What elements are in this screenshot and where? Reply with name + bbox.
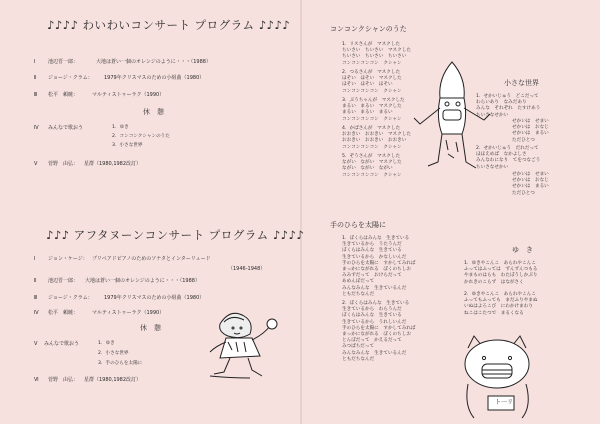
- item-number: Ⅴ: [34, 341, 38, 347]
- intermission: 休 憩: [140, 324, 161, 332]
- lyric-line: ただひとつ: [512, 137, 535, 143]
- lyric-line: ふってはふっては ずんずんつもる: [464, 267, 538, 273]
- lyric-line: ちいさなせかい: [476, 164, 509, 170]
- item-number: Ⅰ: [34, 59, 36, 65]
- lyric-line: 2．つるさんが マスクした: [342, 70, 401, 75]
- performer: 松平 頼暁：: [48, 310, 79, 316]
- lyric-line: ともだちなんだ: [342, 291, 375, 297]
- lyric-line: 1．リスさんが マスクした: [342, 42, 400, 47]
- lyric-line: 2．せかいじゅう だれだって: [476, 146, 539, 151]
- song4-verse: [464, 262, 538, 287]
- item-number: Ⅲ: [34, 92, 38, 98]
- lyric-line: 4．かばさんが マスクした: [342, 126, 401, 131]
- song-item: 1．ゆき: [98, 341, 115, 346]
- lyric-line: せかいは せまい: [512, 119, 549, 124]
- lyric-line: 生きているから かなしいんだ: [342, 254, 407, 260]
- lyric-line: コンコンコンコン クシャン: [342, 172, 402, 178]
- lyric-line: かれきのこらず はながさく: [464, 279, 524, 285]
- lyric-line: せかいは おなじ: [512, 125, 549, 131]
- lyric-line: せかいは まるい: [512, 184, 549, 190]
- piece: 大地は蒼い一個のオレンジのように・・・（1988）: [96, 59, 211, 65]
- piece: 1979年クリスマスのための小組曲（1980）: [104, 75, 205, 81]
- lyric-line: ともだちなんだ: [342, 356, 375, 362]
- piece: マルティストゥーラク（1990）: [92, 310, 165, 316]
- song2-chorus: [512, 173, 549, 198]
- item-number: Ⅳ: [34, 310, 39, 316]
- performer: 菅野 由弘：: [48, 377, 79, 383]
- lyric-line: ただひとつ: [512, 190, 535, 196]
- song-item: 3．小さな世界: [112, 143, 143, 148]
- lyric-line: みみずだって おけらだって: [342, 273, 402, 279]
- lyric-line: まっかにながれる ぼくのちしお: [342, 266, 411, 272]
- lyric-line: 3．ぶうちゃんが マスクした: [342, 98, 405, 103]
- song2-verse: [476, 95, 540, 120]
- performer: ジョン・ケージ：: [48, 256, 88, 262]
- lyric-line: 生きているから うれしいんだ: [342, 319, 407, 325]
- lyric-line: コンコンコンコン クシャン: [342, 116, 402, 122]
- lyric-line: 1．ぼくらはみんな 生きている: [342, 236, 410, 241]
- lyric-line: あめんぼだって: [342, 279, 375, 285]
- lyric-line: みんなみんな 生きているんだ: [342, 285, 407, 291]
- lyric-line: ちいさなせかい: [476, 112, 509, 118]
- program1-title: ♪♪♪♪ わいわいコンサート プログラム ♪♪♪♪: [47, 18, 291, 32]
- song4-verse: [464, 293, 538, 318]
- program2-title: ♪♪♪ アフタヌーンコンサート プログラム ♪♪♪♪: [46, 228, 305, 242]
- lyric-line: ほそい ほそい ほそい: [342, 82, 393, 88]
- item-number: Ⅴ: [34, 161, 38, 167]
- performer: 池辺晋一郎：: [48, 278, 79, 284]
- song-item: 3．手のひらを太陽に: [98, 361, 143, 366]
- song1-verse: [342, 43, 411, 68]
- item-number: Ⅱ: [34, 278, 37, 284]
- item-number: Ⅲ: [34, 295, 38, 301]
- item-number: Ⅳ: [34, 125, 39, 131]
- item-number: Ⅵ: [34, 377, 39, 383]
- masked-pig-illustration: [452, 334, 542, 420]
- lyric-line: ほほえめば なかよしさ: [476, 152, 527, 158]
- song3-verse: [342, 237, 416, 299]
- song1-verse: [342, 99, 405, 124]
- song2-verse: [476, 147, 540, 172]
- lyric-line: ちいさい ちいさい ちいさい: [342, 54, 407, 60]
- lyric-line: まるい まるい マスクした: [342, 104, 402, 110]
- lyric-line: みんな それぞれ たすけあう: [476, 106, 541, 112]
- fold-line: [300, 0, 302, 424]
- lyric-line: コンコンコンコン クシャン: [342, 60, 402, 66]
- song4-title: ゆ き: [512, 246, 533, 254]
- piece: マルティストゥーラク（1990）: [92, 92, 165, 98]
- lyric-line: 生きているから わらうんだ: [342, 307, 402, 313]
- song2-chorus: [512, 120, 549, 145]
- lyric-line: 5．ぞうさんが マスクした: [342, 154, 401, 159]
- girl-illustration: [200, 306, 280, 386]
- lyric-line: ねこはこたつで まるくなる: [464, 310, 524, 316]
- piece-year: （1946-1948）: [228, 266, 266, 272]
- song-item: 2．小さな世界: [98, 351, 129, 356]
- piece: 1979年クリスマスのための小組曲（1980）: [104, 295, 205, 301]
- lyric-line: せかいは まるい: [512, 131, 549, 137]
- lyric-line: ほそい ほそい マスクした: [342, 76, 402, 82]
- item-number: Ⅱ: [34, 75, 37, 81]
- lyric-line: 生きているから うたうんだ: [342, 242, 402, 248]
- singalong-label: みんなで歌おう: [48, 125, 84, 131]
- piece: 大地は蒼い一個のオレンジのように・・・（1988）: [85, 278, 200, 284]
- lyric-line: まるい まるい まるい: [342, 110, 393, 116]
- song1-verse: [342, 71, 402, 96]
- song3-verse: [342, 302, 416, 364]
- lyric-line: 1．ゆきやこんこ あられやこんこ: [464, 261, 536, 266]
- item-number: Ⅰ: [34, 256, 36, 262]
- lyric-line: 手のひらを太陽に すかしてみれば: [342, 260, 416, 266]
- song1-verse: [342, 155, 402, 180]
- piece: プリペアドピアノのためのソナタとインターリュード: [92, 256, 211, 262]
- lyric-line: 手のひらを太陽に すかしてみれば: [342, 325, 416, 331]
- song1-title: コンコンクシャンのうた: [330, 25, 407, 33]
- lyric-line: コンコンコンコン クシャン: [342, 88, 402, 94]
- lyric-line: みんなわになり てをつなごう: [476, 158, 541, 164]
- song2-title: 小さな世界: [504, 79, 539, 87]
- lyric-line: みつばちだって: [342, 344, 375, 350]
- lyric-line: ちいさい ちいさい マスクした: [342, 48, 411, 54]
- piece: 星群（1980,1982改訂）: [84, 161, 142, 167]
- lyric-line: 1．せかいじゅう どこだって: [476, 94, 539, 99]
- lyric-line: いぬはよろこび にわかけまわり: [464, 304, 533, 310]
- performer: 菅野 由弘：: [48, 161, 79, 167]
- lyric-line: わらいあり なみだあり: [476, 100, 527, 106]
- lyric-line: ぼくらはみんな 生きている: [342, 248, 402, 254]
- lyric-line: とんぼだって かえるだって: [342, 338, 402, 344]
- lyric-line: みんなみんな 生きているんだ: [342, 350, 407, 356]
- intermission: 休 憩: [143, 108, 164, 116]
- lyric-line: おおきい おおきい おおきい: [342, 138, 407, 144]
- lyric-line: ながい ながい ながい: [342, 166, 393, 172]
- song3-title: 手のひらを太陽に: [330, 221, 386, 229]
- lyric-line: ふってもふっても まだふりやまぬ: [464, 298, 538, 304]
- badge-text: ト一リ: [495, 399, 514, 406]
- performer: ジョージ・クラム：: [48, 75, 93, 81]
- song1-verse: [342, 127, 411, 152]
- performer: 池辺晋一郎：: [48, 59, 79, 65]
- lyric-line: 2．ぼくらはみんな 生きている: [342, 301, 410, 306]
- singalong-label: みんなで歌おう: [44, 341, 80, 347]
- performer: ジョージ・クラム：: [48, 295, 93, 301]
- performer: 松平 頼暁：: [48, 92, 79, 98]
- song-item: 1．ゆき: [112, 125, 129, 130]
- lyric-line: せかいは せまい: [512, 172, 549, 177]
- lyric-line: ぼくらはみんな 生きている: [342, 313, 402, 319]
- piece: 星群（1980,1982改訂）: [84, 377, 142, 383]
- lyric-line: 2．ゆきやこんこ あられやこんこ: [464, 292, 536, 297]
- lyric-line: コンコンコンコン クシャン: [342, 144, 402, 150]
- lyric-line: おおきい おおきい マスクした: [342, 132, 411, 138]
- lyric-line: やまものはらも わたぼうしかぶり: [464, 273, 538, 279]
- song-item: 2．コンコンクシャンのうた: [112, 134, 170, 139]
- lyric-line: せかいは おなじ: [512, 178, 549, 184]
- lyric-line: まっかにながれる ぼくのちしお: [342, 331, 411, 337]
- lyric-line: ながい ながい マスクした: [342, 160, 402, 166]
